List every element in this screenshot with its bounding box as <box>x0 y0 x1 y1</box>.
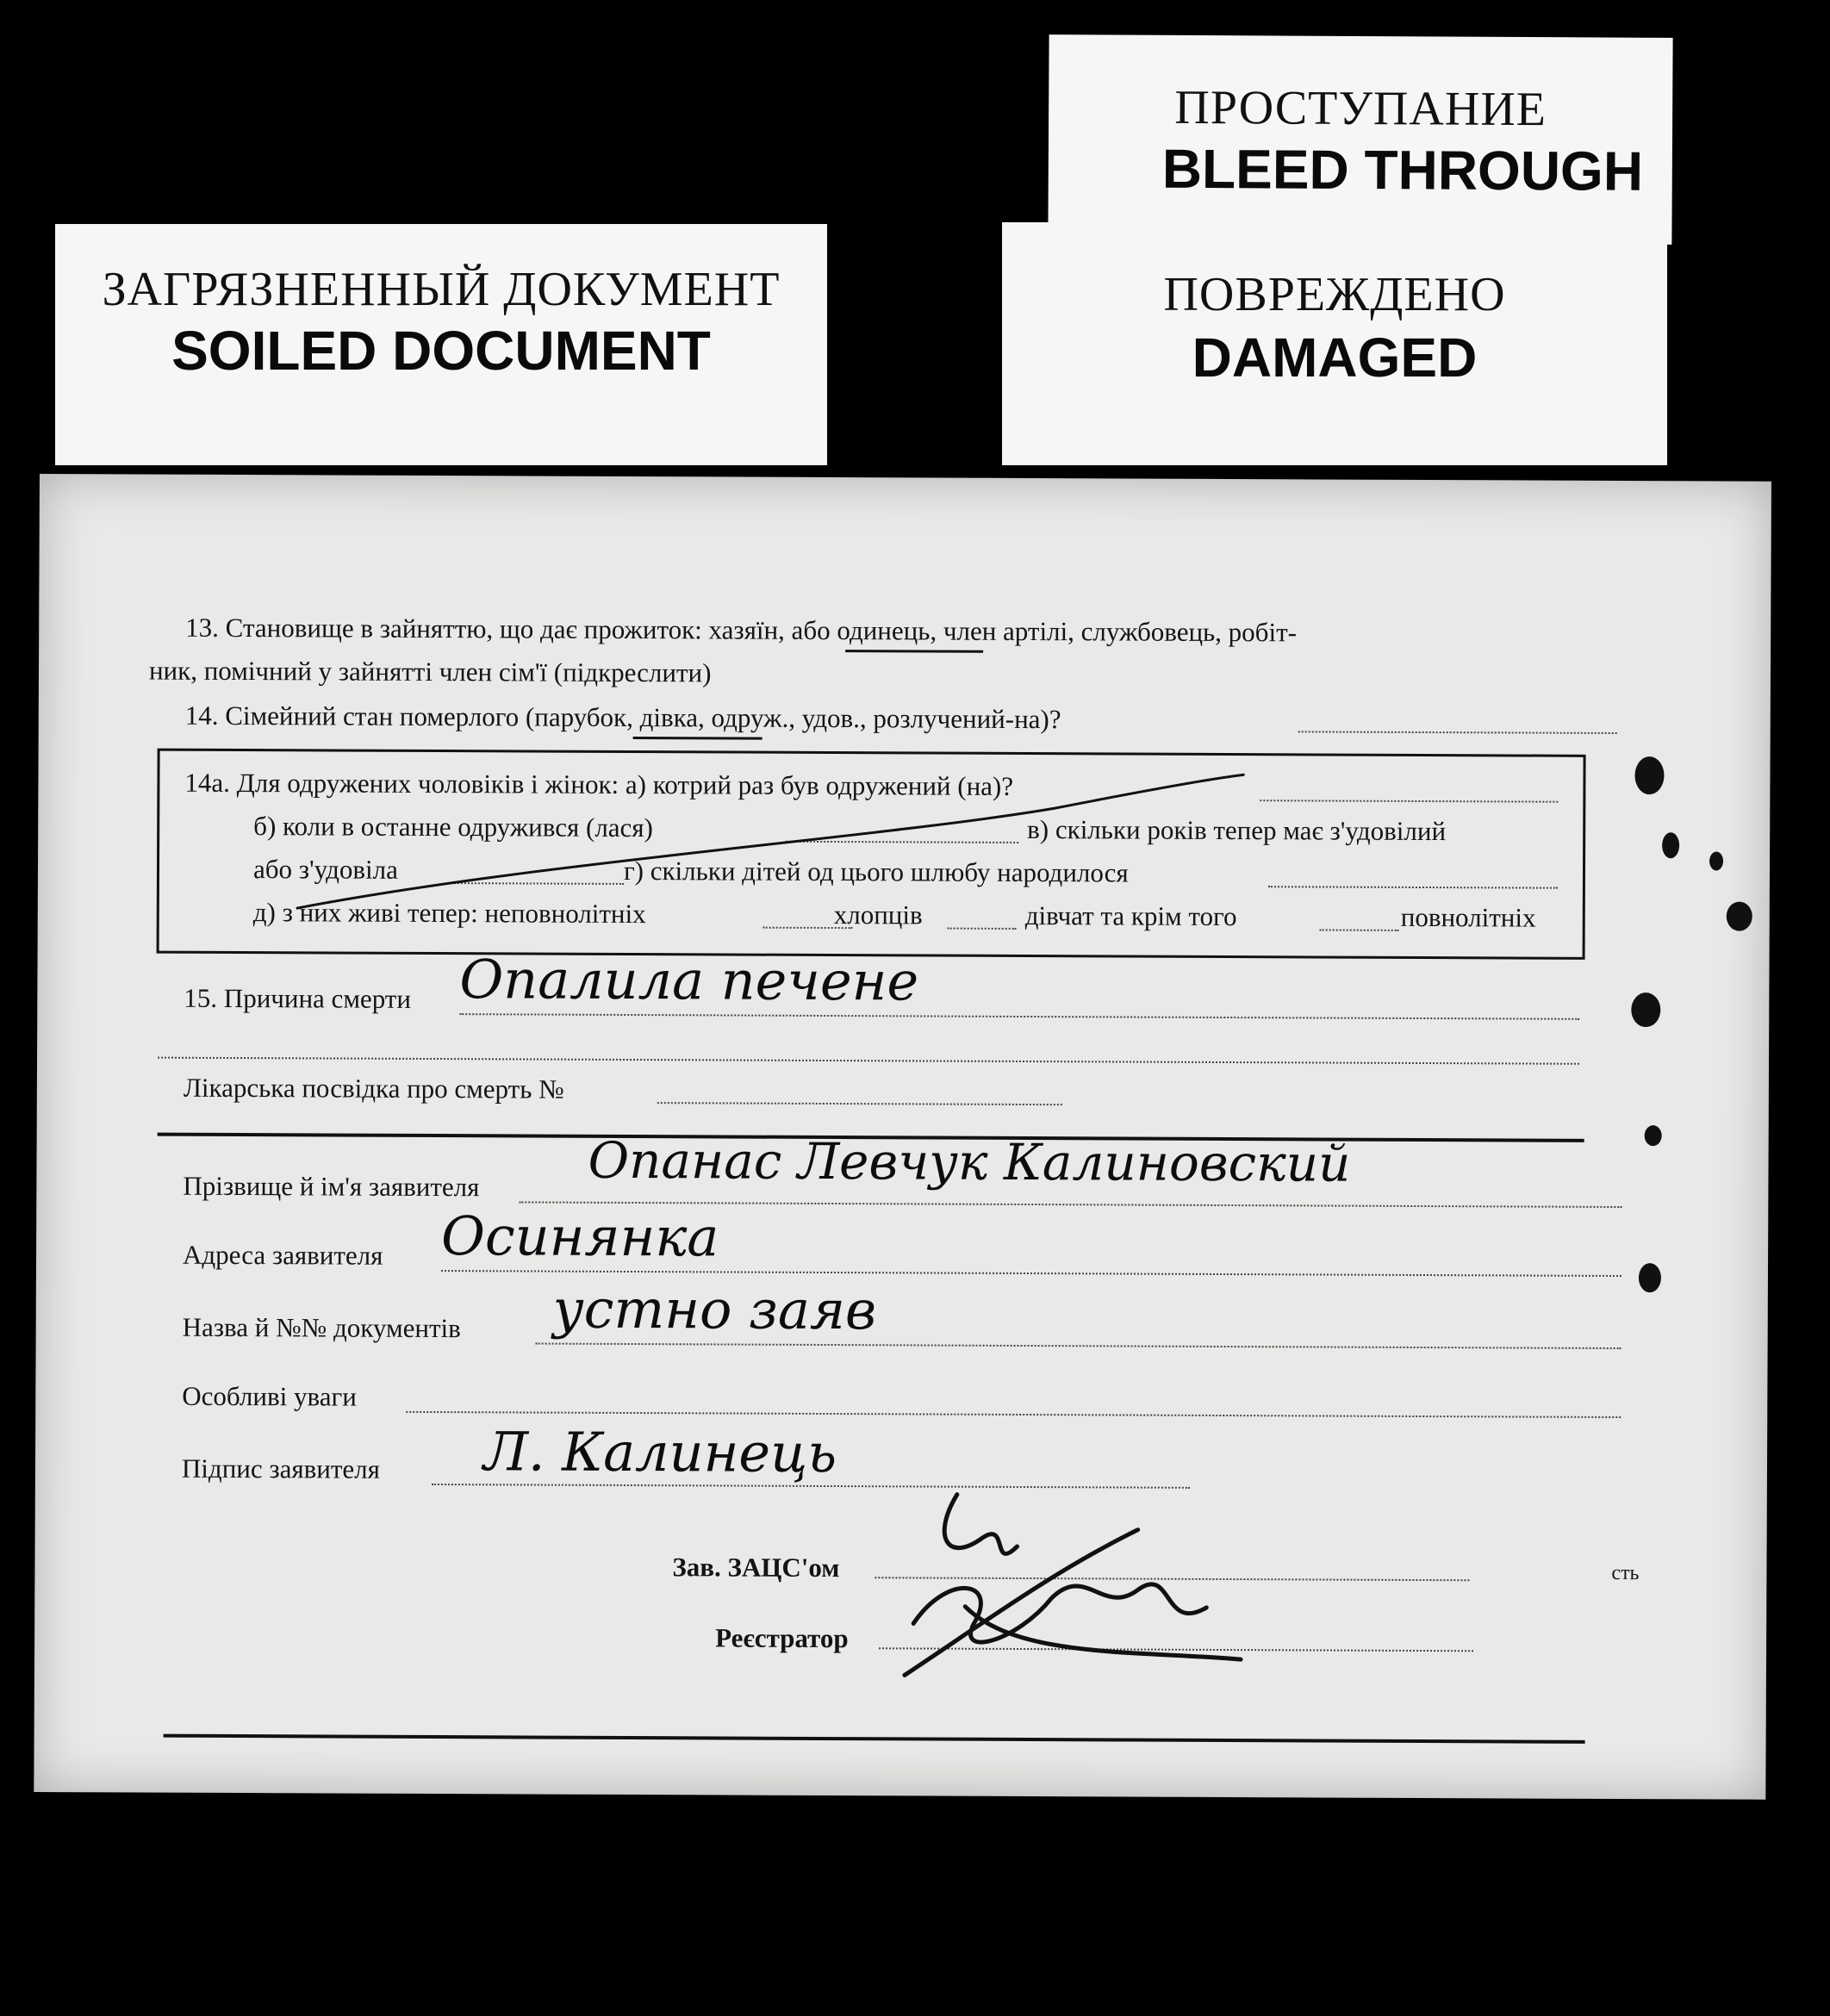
documents-label: Назва й №№ документів <box>182 1311 461 1344</box>
q14a-line4c: дівчат та крім того <box>1024 899 1237 932</box>
notes-fill <box>406 1411 1621 1418</box>
registrar-label: Реєстратор <box>715 1622 849 1654</box>
bleed-through-ru: ПРОСТУПАНИЕ <box>1174 80 1547 137</box>
soiled-document-label <box>55 224 827 465</box>
documents-fill <box>536 1343 1621 1349</box>
q13-line1: 13. Становище в зайняттю, що дає прожиток: хазяїн, або одинець, член артілі, службовець, робіт- <box>185 612 1298 648</box>
q14a-strike-out <box>279 757 1271 925</box>
q14a-line3b: г) скільки дітей од цього шлюбу народилося <box>623 855 1129 888</box>
q14a-line4-fill2 <box>948 928 1017 930</box>
soiled-document-ru: ЗАГРЯЗНЕННЫЙ ДОКУМЕНТ <box>102 263 781 316</box>
notes-label: Особливі уваги <box>182 1380 357 1412</box>
damaged-ru: ПОВРЕЖДЕНО <box>1163 268 1506 321</box>
head-label: Зав. ЗАЦС'ом <box>672 1552 840 1584</box>
q15-fill-line <box>459 1013 1579 1020</box>
damage-hole <box>1634 756 1664 794</box>
q14-underline <box>633 737 762 740</box>
q14-fill-line <box>1298 731 1617 734</box>
bleed-through-label <box>1048 34 1672 245</box>
handwritten-address: Осинянка <box>440 1204 719 1269</box>
handwritten-signature: Л. Калинець <box>482 1420 837 1485</box>
q14a-line4-fill3 <box>1320 929 1399 930</box>
applicant-address-label: Адреса заявителя <box>182 1239 383 1271</box>
handwritten-cause: Опалила печене <box>459 948 919 1013</box>
damage-hole <box>1709 851 1723 870</box>
applicant-name-label: Прізвище й ім'я заявителя <box>183 1170 480 1203</box>
applicant-address-fill <box>441 1270 1621 1277</box>
damage-hole <box>1727 902 1752 931</box>
q14a-line4b: хлопців <box>833 899 923 930</box>
bleed-through-en: BLEED THROUGH <box>1161 137 1644 202</box>
certificate-label: Лікарська посвідка про смерть № <box>183 1072 564 1104</box>
death-record-form <box>34 474 1771 1800</box>
q13-underline <box>845 650 983 653</box>
damage-hole <box>1639 1263 1661 1292</box>
q14a-line4d: повнолітніх <box>1400 901 1536 933</box>
q14a-line2a: б) коли в останне одружився (лася) <box>253 811 654 843</box>
damage-hole <box>1631 992 1660 1027</box>
handwritten-documents: устно заяв <box>552 1277 877 1342</box>
bottom-rule <box>164 1734 1585 1744</box>
damage-hole <box>1662 832 1679 858</box>
handwritten-applicant-name: Опанас Левчук Калиновский <box>588 1130 1351 1193</box>
damaged-en: DAMAGED <box>1192 327 1478 389</box>
official-signature-scrawl <box>879 1477 1276 1702</box>
q13-line2: ник, помічний у зайнятті член сім'ї (підкреслити) <box>148 655 712 688</box>
q14a-line1: 14а. Для одружених чоловіків і жінок: а) котрий раз був одружений (на)? <box>184 767 1014 801</box>
soiled-document-en: SOILED DOCUMENT <box>171 320 711 382</box>
certificate-fill-line <box>657 1102 1062 1105</box>
q14a-line2b: в) скільки років тепер має з'удовілий <box>1027 814 1447 847</box>
q15-fill-line2 <box>158 1057 1579 1065</box>
q15-cause-label: 15. Причина смерти <box>184 982 412 1014</box>
q14: 14. Сімейний стан померлого (парубок, дівка, одруж., удов., розлучений-на)? <box>184 700 1061 735</box>
damage-hole <box>1645 1125 1662 1146</box>
damaged-label <box>1002 222 1667 465</box>
q14a-line3a: або з'удовіла <box>252 854 398 885</box>
edge-fragment-text: сть <box>1611 1561 1640 1585</box>
applicant-signature-label: Підпис заявителя <box>181 1453 381 1484</box>
q14a-line4a: д) з них живі тепер: неповнолітніх <box>252 897 646 930</box>
